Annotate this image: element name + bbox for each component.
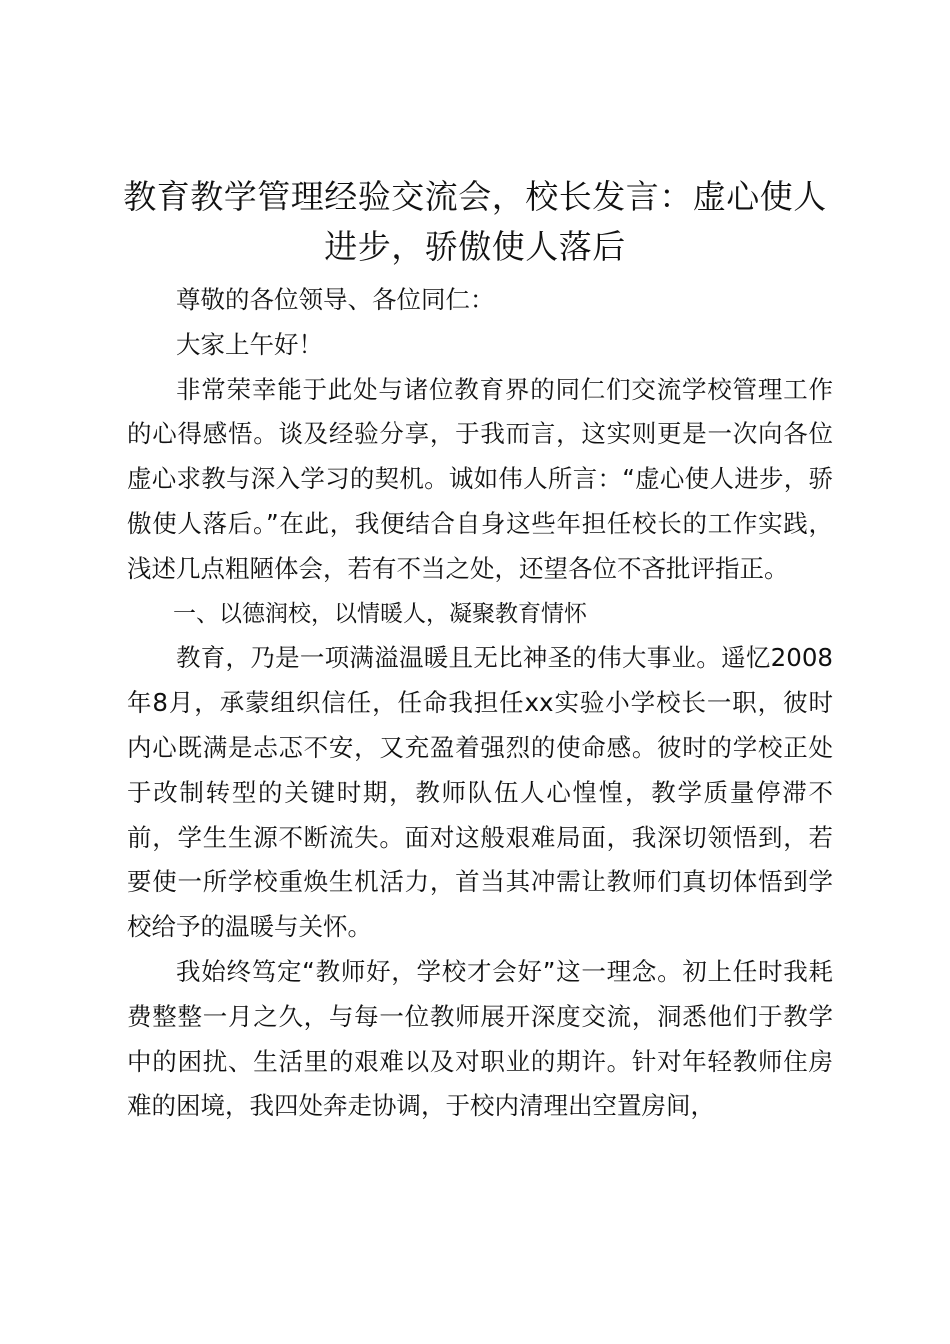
intro-paragraph: 非常荣幸能于此处与诸位教育界的同仁们交流学校管理工作的心得感悟。谈及经验分享，于我而言，这实则更是一次向各位虚心求教与深入学习的契机。诚如伟人所言：“虚心使人进步，骄傲使人落后。”在此，我便结合自身这些年担任校长的工作实践，浅述几点粗陋体会，若有不当之处，还望各位不吝批评指正。 <box>127 374 833 583</box>
body-paragraph: 我始终笃定“教师好，学校才会好”这一理念。初上任时我耗费整整一月之久，与每一位教师展开深度交流，洞悉他们于教学中的困扰、生活里的艰难以及对职业的期许。针对年轻教师住房难的困境，我四处奔走协调，于校内清理出空置房间， <box>127 956 833 1121</box>
body-paragraph: 教育，乃是一项满溢温暖且无比神圣的伟大事业。遥忆2008年8月，承蒙组织信任，任命我担任xx实验小学校长一职，彼时内心既满是忐忑不安，又充盈着强烈的使命感。彼时的学校正处于改制转型的关键时期，教师队伍人心惶惶，教学质量停滞不前，学生生源不断流失。面对这般艰难局面，我深切领悟到，若要使一所学校重焕生机活力，首当其冲需让教师们真切体悟到学校给予的温暖与关怀。 <box>127 643 833 942</box>
section-heading: 一、以德润校，以情暖人，凝聚教育情怀 <box>173 600 587 627</box>
document-body <box>127 278 833 1129</box>
salutation: 尊敬的各位领导、各位同仁： <box>176 285 495 314</box>
document-title: 教育教学管理经验交流会，校长发言：虚心使人进步，骄傲使人落后 <box>123 177 827 266</box>
greeting: 大家上午好！ <box>176 329 323 359</box>
